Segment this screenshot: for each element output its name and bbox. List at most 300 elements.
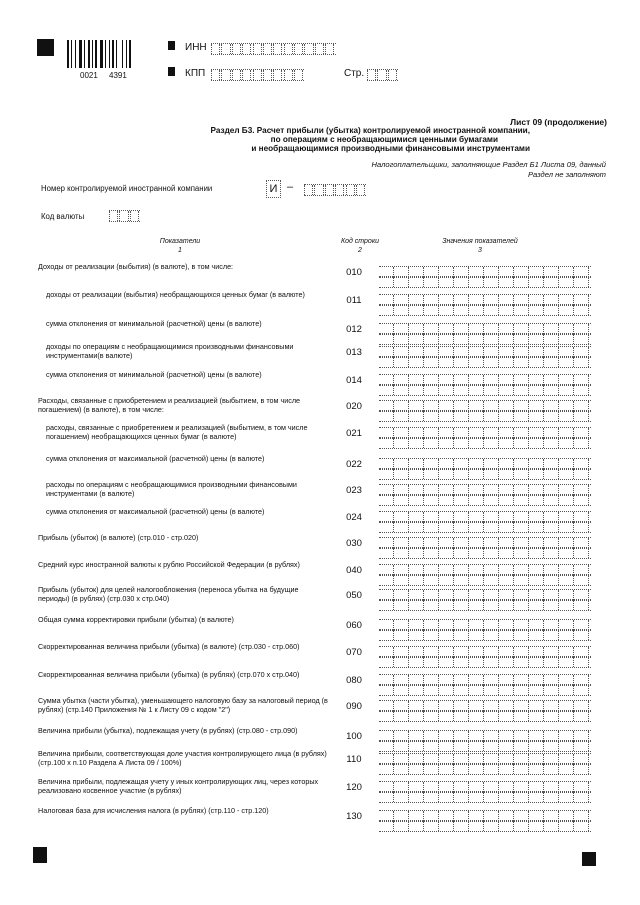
value-cell[interactable] xyxy=(469,630,484,640)
value-cell[interactable] xyxy=(529,630,544,640)
value-cell[interactable] xyxy=(574,277,589,287)
value-cell[interactable] xyxy=(559,357,574,367)
value-cell[interactable] xyxy=(544,630,559,640)
input-cell[interactable] xyxy=(325,185,334,195)
value-cell[interactable] xyxy=(454,821,469,831)
value-cell[interactable] xyxy=(514,495,529,505)
value-field[interactable] xyxy=(379,537,591,558)
value-cell[interactable] xyxy=(454,685,469,695)
input-cell[interactable] xyxy=(304,185,313,195)
value-cell[interactable] xyxy=(499,522,514,532)
value-cell[interactable] xyxy=(574,657,589,667)
value-cell[interactable] xyxy=(514,575,529,585)
value-cell[interactable] xyxy=(574,411,589,421)
value-cell[interactable] xyxy=(574,334,589,344)
value-cell[interactable] xyxy=(454,385,469,395)
value-cell[interactable] xyxy=(394,277,409,287)
value-cell[interactable] xyxy=(439,334,454,344)
value-cell[interactable] xyxy=(499,305,514,315)
value-cell[interactable] xyxy=(484,305,499,315)
value-cell[interactable] xyxy=(439,305,454,315)
value-cell[interactable] xyxy=(484,792,499,802)
value-cell[interactable] xyxy=(424,600,439,610)
value-cell[interactable] xyxy=(439,821,454,831)
value-cell[interactable] xyxy=(484,764,499,774)
value-cell[interactable] xyxy=(379,741,394,751)
value-cell[interactable] xyxy=(424,711,439,721)
value-cell[interactable] xyxy=(394,495,409,505)
value-cell[interactable] xyxy=(559,522,574,532)
value-cell[interactable] xyxy=(379,821,394,831)
value-cell[interactable] xyxy=(454,357,469,367)
value-cell[interactable] xyxy=(499,438,514,448)
value-cell[interactable] xyxy=(574,630,589,640)
value-field[interactable] xyxy=(379,810,591,831)
value-field[interactable] xyxy=(379,374,591,395)
value-cell[interactable] xyxy=(379,685,394,695)
value-cell[interactable] xyxy=(409,685,424,695)
value-cell[interactable] xyxy=(424,357,439,367)
value-cell[interactable] xyxy=(559,277,574,287)
value-cell[interactable] xyxy=(424,385,439,395)
value-cell[interactable] xyxy=(394,685,409,695)
value-cell[interactable] xyxy=(409,385,424,395)
value-cell[interactable] xyxy=(559,711,574,721)
value-cell[interactable] xyxy=(559,600,574,610)
value-cell[interactable] xyxy=(484,711,499,721)
value-cell[interactable] xyxy=(379,575,394,585)
value-cell[interactable] xyxy=(409,741,424,751)
input-cell[interactable] xyxy=(325,44,334,54)
input-cell[interactable] xyxy=(304,44,313,54)
value-cell[interactable] xyxy=(484,522,499,532)
value-cell[interactable] xyxy=(499,495,514,505)
value-cell[interactable] xyxy=(544,792,559,802)
input-cell[interactable] xyxy=(335,185,344,195)
value-cell[interactable] xyxy=(409,495,424,505)
value-cell[interactable] xyxy=(439,685,454,695)
value-cell[interactable] xyxy=(454,411,469,421)
input-cell[interactable] xyxy=(346,185,355,195)
value-cell[interactable] xyxy=(514,277,529,287)
value-cell[interactable] xyxy=(394,711,409,721)
value-cell[interactable] xyxy=(394,305,409,315)
value-cell[interactable] xyxy=(544,469,559,479)
value-cell[interactable] xyxy=(544,764,559,774)
value-cell[interactable] xyxy=(499,741,514,751)
value-field[interactable] xyxy=(379,427,591,448)
value-cell[interactable] xyxy=(469,741,484,751)
value-cell[interactable] xyxy=(394,764,409,774)
value-cell[interactable] xyxy=(439,548,454,558)
value-cell[interactable] xyxy=(484,385,499,395)
value-cell[interactable] xyxy=(379,334,394,344)
value-cell[interactable] xyxy=(574,821,589,831)
value-cell[interactable] xyxy=(544,657,559,667)
value-cell[interactable] xyxy=(379,495,394,505)
input-cell[interactable] xyxy=(242,44,251,54)
value-cell[interactable] xyxy=(469,411,484,421)
value-cell[interactable] xyxy=(379,411,394,421)
value-field[interactable] xyxy=(379,589,591,610)
value-field[interactable] xyxy=(379,730,591,751)
value-cell[interactable] xyxy=(484,600,499,610)
value-cell[interactable] xyxy=(544,305,559,315)
value-cell[interactable] xyxy=(559,305,574,315)
value-cell[interactable] xyxy=(499,685,514,695)
value-cell[interactable] xyxy=(469,821,484,831)
value-cell[interactable] xyxy=(484,469,499,479)
value-cell[interactable] xyxy=(409,357,424,367)
value-cell[interactable] xyxy=(559,685,574,695)
value-cell[interactable] xyxy=(424,438,439,448)
value-cell[interactable] xyxy=(514,548,529,558)
value-cell[interactable] xyxy=(544,741,559,751)
input-cell[interactable] xyxy=(284,70,293,80)
value-field[interactable] xyxy=(379,753,591,774)
value-field[interactable] xyxy=(379,400,591,421)
value-cell[interactable] xyxy=(424,277,439,287)
value-cell[interactable] xyxy=(394,469,409,479)
value-cell[interactable] xyxy=(484,277,499,287)
value-cell[interactable] xyxy=(529,495,544,505)
value-cell[interactable] xyxy=(394,792,409,802)
value-cell[interactable] xyxy=(559,334,574,344)
value-cell[interactable] xyxy=(379,657,394,667)
value-cell[interactable] xyxy=(514,305,529,315)
value-cell[interactable] xyxy=(439,575,454,585)
value-cell[interactable] xyxy=(469,792,484,802)
value-cell[interactable] xyxy=(424,495,439,505)
currency-code-field[interactable] xyxy=(109,210,140,222)
value-cell[interactable] xyxy=(454,575,469,585)
value-cell[interactable] xyxy=(529,657,544,667)
value-cell[interactable] xyxy=(379,600,394,610)
value-cell[interactable] xyxy=(454,630,469,640)
value-cell[interactable] xyxy=(409,334,424,344)
value-cell[interactable] xyxy=(574,469,589,479)
value-cell[interactable] xyxy=(514,821,529,831)
input-cell[interactable] xyxy=(284,44,293,54)
value-cell[interactable] xyxy=(424,575,439,585)
value-cell[interactable] xyxy=(574,711,589,721)
value-cell[interactable] xyxy=(394,741,409,751)
value-field[interactable] xyxy=(379,619,591,640)
value-cell[interactable] xyxy=(559,575,574,585)
input-cell[interactable] xyxy=(232,44,241,54)
value-cell[interactable] xyxy=(454,792,469,802)
value-cell[interactable] xyxy=(574,575,589,585)
value-field[interactable] xyxy=(379,511,591,532)
value-cell[interactable] xyxy=(559,385,574,395)
value-cell[interactable] xyxy=(484,630,499,640)
value-cell[interactable] xyxy=(469,305,484,315)
value-cell[interactable] xyxy=(559,792,574,802)
value-cell[interactable] xyxy=(409,411,424,421)
value-cell[interactable] xyxy=(544,522,559,532)
value-cell[interactable] xyxy=(574,385,589,395)
value-cell[interactable] xyxy=(469,575,484,585)
value-cell[interactable] xyxy=(484,548,499,558)
company-number-field[interactable] xyxy=(304,184,366,196)
value-cell[interactable] xyxy=(529,792,544,802)
value-cell[interactable] xyxy=(559,741,574,751)
value-cell[interactable] xyxy=(469,277,484,287)
value-cell[interactable] xyxy=(424,334,439,344)
value-cell[interactable] xyxy=(424,685,439,695)
value-cell[interactable] xyxy=(574,548,589,558)
value-cell[interactable] xyxy=(454,600,469,610)
value-cell[interactable] xyxy=(574,495,589,505)
value-cell[interactable] xyxy=(454,277,469,287)
value-cell[interactable] xyxy=(559,469,574,479)
value-field[interactable] xyxy=(379,646,591,667)
value-cell[interactable] xyxy=(559,764,574,774)
value-cell[interactable] xyxy=(484,438,499,448)
value-cell[interactable] xyxy=(544,334,559,344)
value-field[interactable] xyxy=(379,294,591,315)
value-cell[interactable] xyxy=(574,357,589,367)
value-cell[interactable] xyxy=(574,685,589,695)
value-cell[interactable] xyxy=(574,792,589,802)
value-cell[interactable] xyxy=(499,657,514,667)
input-cell[interactable] xyxy=(273,70,282,80)
value-cell[interactable] xyxy=(529,764,544,774)
value-cell[interactable] xyxy=(439,277,454,287)
value-cell[interactable] xyxy=(529,741,544,751)
input-cell[interactable] xyxy=(314,185,323,195)
value-cell[interactable] xyxy=(559,411,574,421)
value-cell[interactable] xyxy=(484,821,499,831)
value-cell[interactable] xyxy=(424,305,439,315)
value-cell[interactable] xyxy=(469,685,484,695)
value-cell[interactable] xyxy=(409,575,424,585)
value-cell[interactable] xyxy=(514,385,529,395)
value-cell[interactable] xyxy=(379,357,394,367)
value-cell[interactable] xyxy=(529,469,544,479)
value-cell[interactable] xyxy=(514,685,529,695)
value-cell[interactable] xyxy=(409,657,424,667)
value-cell[interactable] xyxy=(424,764,439,774)
input-cell[interactable] xyxy=(315,44,324,54)
value-cell[interactable] xyxy=(379,469,394,479)
value-cell[interactable] xyxy=(454,741,469,751)
value-cell[interactable] xyxy=(544,685,559,695)
value-cell[interactable] xyxy=(529,600,544,610)
value-cell[interactable] xyxy=(499,630,514,640)
value-cell[interactable] xyxy=(574,438,589,448)
input-cell[interactable] xyxy=(294,70,303,80)
value-cell[interactable] xyxy=(424,630,439,640)
value-cell[interactable] xyxy=(454,548,469,558)
input-cell[interactable] xyxy=(221,44,230,54)
value-cell[interactable] xyxy=(394,600,409,610)
value-cell[interactable] xyxy=(454,438,469,448)
value-cell[interactable] xyxy=(439,357,454,367)
value-cell[interactable] xyxy=(529,277,544,287)
value-cell[interactable] xyxy=(484,657,499,667)
value-cell[interactable] xyxy=(394,334,409,344)
value-cell[interactable] xyxy=(394,438,409,448)
value-cell[interactable] xyxy=(394,821,409,831)
value-cell[interactable] xyxy=(499,600,514,610)
value-cell[interactable] xyxy=(544,357,559,367)
value-cell[interactable] xyxy=(544,411,559,421)
value-cell[interactable] xyxy=(439,600,454,610)
value-cell[interactable] xyxy=(529,821,544,831)
value-cell[interactable] xyxy=(499,334,514,344)
value-cell[interactable] xyxy=(559,657,574,667)
value-cell[interactable] xyxy=(514,741,529,751)
value-cell[interactable] xyxy=(529,522,544,532)
value-cell[interactable] xyxy=(424,741,439,751)
input-cell[interactable] xyxy=(367,70,376,80)
value-cell[interactable] xyxy=(499,548,514,558)
input-cell[interactable] xyxy=(377,70,386,80)
value-cell[interactable] xyxy=(529,685,544,695)
page-field[interactable] xyxy=(367,69,398,81)
value-cell[interactable] xyxy=(409,600,424,610)
value-cell[interactable] xyxy=(574,764,589,774)
input-cell[interactable] xyxy=(130,211,139,221)
value-cell[interactable] xyxy=(529,411,544,421)
value-cell[interactable] xyxy=(424,548,439,558)
value-cell[interactable] xyxy=(529,357,544,367)
input-cell[interactable] xyxy=(119,211,128,221)
value-cell[interactable] xyxy=(469,495,484,505)
value-cell[interactable] xyxy=(439,438,454,448)
value-cell[interactable] xyxy=(379,438,394,448)
value-cell[interactable] xyxy=(469,357,484,367)
value-cell[interactable] xyxy=(424,522,439,532)
value-cell[interactable] xyxy=(409,792,424,802)
value-cell[interactable] xyxy=(469,438,484,448)
value-cell[interactable] xyxy=(454,711,469,721)
value-cell[interactable] xyxy=(514,357,529,367)
value-cell[interactable] xyxy=(514,334,529,344)
value-cell[interactable] xyxy=(499,764,514,774)
value-cell[interactable] xyxy=(439,657,454,667)
input-cell[interactable] xyxy=(232,70,241,80)
value-cell[interactable] xyxy=(454,657,469,667)
value-cell[interactable] xyxy=(454,334,469,344)
value-cell[interactable] xyxy=(439,522,454,532)
value-cell[interactable] xyxy=(544,821,559,831)
value-cell[interactable] xyxy=(469,711,484,721)
value-cell[interactable] xyxy=(409,277,424,287)
value-cell[interactable] xyxy=(454,495,469,505)
value-cell[interactable] xyxy=(529,305,544,315)
value-cell[interactable] xyxy=(514,411,529,421)
value-cell[interactable] xyxy=(529,711,544,721)
value-cell[interactable] xyxy=(559,495,574,505)
value-field[interactable] xyxy=(379,564,591,585)
value-cell[interactable] xyxy=(439,741,454,751)
value-cell[interactable] xyxy=(544,548,559,558)
value-cell[interactable] xyxy=(484,575,499,585)
value-cell[interactable] xyxy=(469,764,484,774)
input-cell[interactable] xyxy=(253,70,262,80)
value-cell[interactable] xyxy=(529,385,544,395)
input-cell[interactable] xyxy=(263,44,272,54)
value-cell[interactable] xyxy=(559,821,574,831)
value-cell[interactable] xyxy=(394,357,409,367)
value-cell[interactable] xyxy=(439,630,454,640)
value-cell[interactable] xyxy=(514,764,529,774)
value-cell[interactable] xyxy=(559,630,574,640)
value-cell[interactable] xyxy=(454,522,469,532)
value-cell[interactable] xyxy=(514,600,529,610)
value-cell[interactable] xyxy=(574,600,589,610)
value-field[interactable] xyxy=(379,674,591,695)
value-cell[interactable] xyxy=(394,548,409,558)
value-cell[interactable] xyxy=(409,764,424,774)
value-field[interactable] xyxy=(379,266,591,287)
value-cell[interactable] xyxy=(439,411,454,421)
value-cell[interactable] xyxy=(544,385,559,395)
input-cell[interactable] xyxy=(109,211,118,221)
value-cell[interactable] xyxy=(499,792,514,802)
value-cell[interactable] xyxy=(499,411,514,421)
value-cell[interactable] xyxy=(514,469,529,479)
value-cell[interactable] xyxy=(379,711,394,721)
value-field[interactable] xyxy=(379,484,591,505)
value-cell[interactable] xyxy=(424,821,439,831)
value-cell[interactable] xyxy=(439,764,454,774)
value-cell[interactable] xyxy=(394,522,409,532)
input-cell[interactable] xyxy=(388,70,397,80)
value-cell[interactable] xyxy=(514,630,529,640)
value-cell[interactable] xyxy=(514,792,529,802)
value-cell[interactable] xyxy=(379,792,394,802)
value-cell[interactable] xyxy=(574,741,589,751)
value-field[interactable] xyxy=(379,346,591,367)
value-cell[interactable] xyxy=(484,741,499,751)
input-cell[interactable] xyxy=(211,44,220,54)
inn-field[interactable] xyxy=(211,43,336,55)
value-cell[interactable] xyxy=(424,792,439,802)
value-cell[interactable] xyxy=(514,711,529,721)
kpp-field[interactable] xyxy=(211,69,304,81)
value-cell[interactable] xyxy=(469,657,484,667)
value-cell[interactable] xyxy=(499,575,514,585)
input-cell[interactable] xyxy=(242,70,251,80)
value-cell[interactable] xyxy=(529,575,544,585)
value-cell[interactable] xyxy=(379,522,394,532)
value-cell[interactable] xyxy=(499,385,514,395)
value-cell[interactable] xyxy=(469,385,484,395)
value-cell[interactable] xyxy=(484,334,499,344)
value-cell[interactable] xyxy=(409,548,424,558)
value-cell[interactable] xyxy=(424,411,439,421)
value-cell[interactable] xyxy=(499,711,514,721)
value-cell[interactable] xyxy=(484,411,499,421)
value-cell[interactable] xyxy=(469,522,484,532)
value-cell[interactable] xyxy=(484,495,499,505)
value-cell[interactable] xyxy=(409,469,424,479)
value-cell[interactable] xyxy=(439,792,454,802)
value-cell[interactable] xyxy=(454,305,469,315)
value-cell[interactable] xyxy=(394,657,409,667)
value-cell[interactable] xyxy=(379,385,394,395)
value-cell[interactable] xyxy=(379,277,394,287)
value-cell[interactable] xyxy=(514,438,529,448)
value-cell[interactable] xyxy=(469,334,484,344)
value-cell[interactable] xyxy=(454,469,469,479)
value-cell[interactable] xyxy=(379,548,394,558)
value-cell[interactable] xyxy=(499,277,514,287)
value-cell[interactable] xyxy=(379,305,394,315)
